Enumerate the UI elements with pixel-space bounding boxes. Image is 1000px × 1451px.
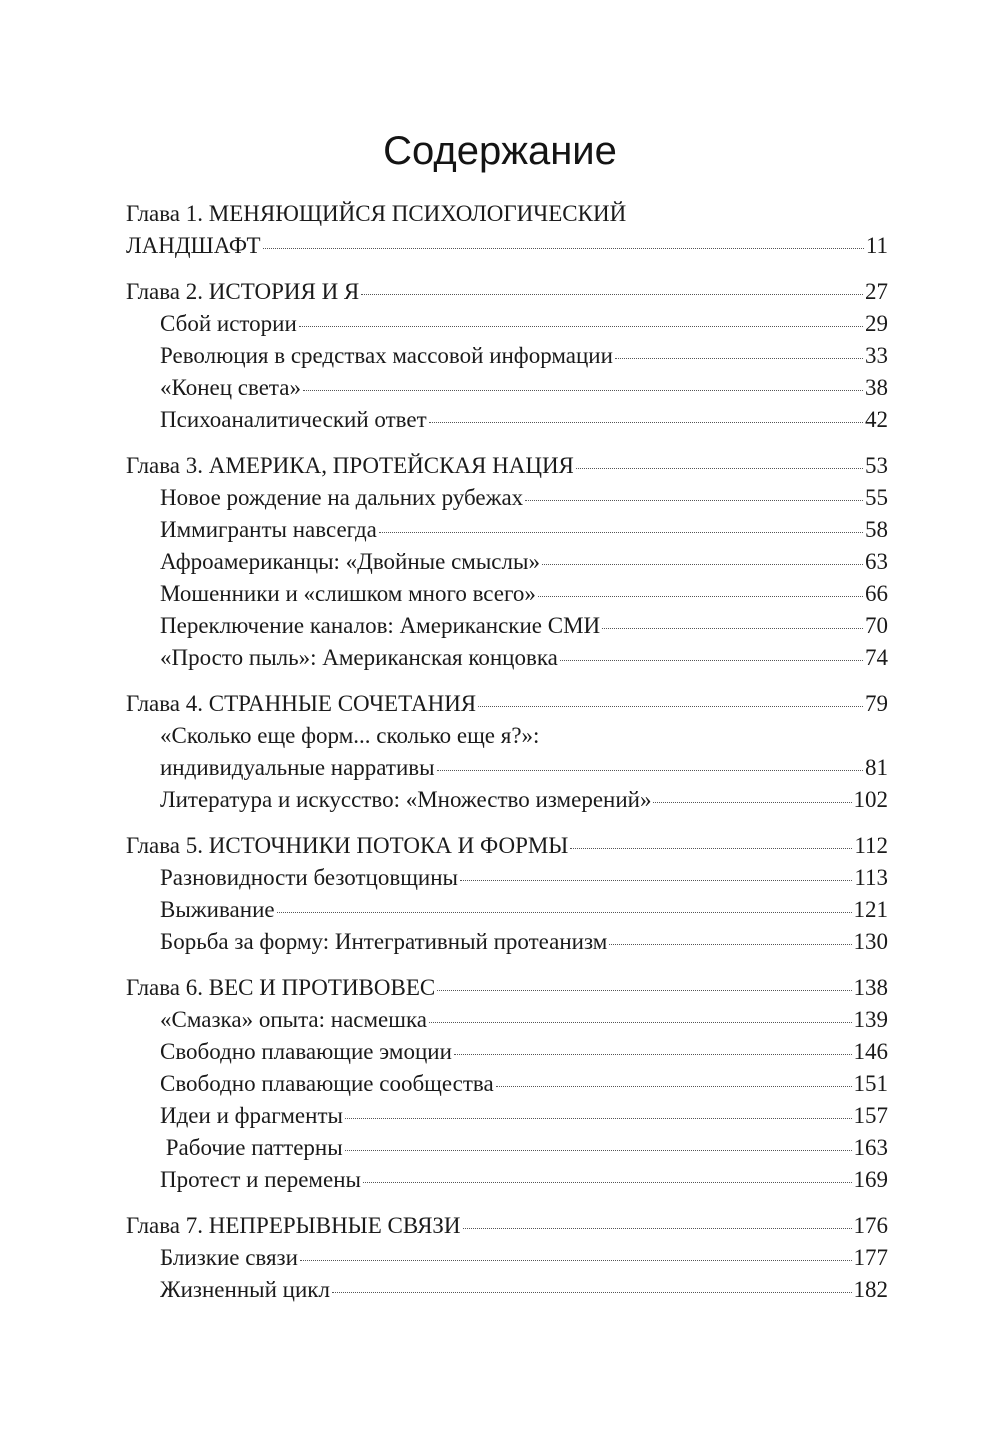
section-title: Разновидности безотцовщины [160,865,459,890]
section-entry[interactable] [126,514,888,546]
section-entry[interactable] [126,1164,888,1196]
section-page: 55 [865,485,888,510]
section-page: 157 [853,1103,888,1128]
section-entry[interactable] [126,1132,888,1164]
leader-dots [437,770,863,771]
section-title: Сбой истории [160,311,297,336]
chapter-1-entry[interactable] [126,230,888,262]
section-entry[interactable] [126,894,888,926]
chapter-7 [126,1210,888,1306]
section-entry[interactable] [126,578,888,610]
chapter-1-page: 11 [865,233,888,258]
leader-dots [300,1260,852,1261]
section-page: 58 [865,517,888,542]
section-entry[interactable] [126,610,888,642]
section-entry[interactable] [126,926,888,958]
section-title: Рабочие паттерны [160,1135,343,1160]
chapter-5 [126,830,888,958]
chapter-6 [126,972,888,1196]
section-page: 113 [854,865,888,890]
section-title: Новое рождение на дальних рубежах [160,485,524,510]
section-page: 38 [865,375,888,400]
section-title: «Конец света» [160,375,301,400]
section-title-line2: индивидуальные нарративы [160,755,435,780]
chapter-3-entry[interactable] [126,450,888,482]
leader-dots [263,248,864,249]
section-entry[interactable] [126,862,888,894]
chapter-1 [126,198,888,262]
chapter-2-title: Глава 2. ИСТОРИЯ И Я [126,279,360,304]
leader-dots [460,880,852,881]
section-entry[interactable] [126,482,888,514]
chapter-4-title: Глава 4. СТРАННЫЕ СОЧЕТАНИЯ [126,691,477,716]
section-title: Психоаналитический ответ [160,407,427,432]
section-entry[interactable] [126,1100,888,1132]
page-title: Содержание [383,129,617,173]
section-page: 70 [865,613,888,638]
leader-dots [379,532,863,533]
leader-dots [463,1228,852,1229]
chapter-7-entry[interactable] [126,1210,888,1242]
leader-dots [542,564,863,565]
section-entry[interactable] [126,1036,888,1068]
leader-dots [429,1022,852,1023]
section-page: 182 [853,1277,888,1302]
leader-dots [361,294,863,295]
section-page: 163 [853,1135,888,1160]
section-page: 121 [853,897,888,922]
section-entry[interactable] [126,752,888,784]
section-entry[interactable] [126,308,888,340]
chapter-4-entry[interactable] [126,688,888,720]
section-title: Борьба за форму: Интегративный протеанизм [160,929,608,954]
section-title: «Смазка» опыта: насмешка [160,1007,427,1032]
chapter-3 [126,450,888,674]
section-page: 151 [853,1071,888,1096]
leader-dots [576,468,863,469]
leader-dots [454,1054,852,1055]
leader-dots [570,848,852,849]
section-title: Близкие связи [160,1245,298,1270]
chapter-3-title: Глава 3. АМЕРИКА, ПРОТЕЙСКАЯ НАЦИЯ [126,453,574,478]
section-title: Афроамериканцы: «Двойные смыслы» [160,549,540,574]
section-entry[interactable] [126,404,888,436]
leader-dots [429,422,863,423]
leader-dots [332,1292,852,1293]
section-page: 63 [865,549,888,574]
section-page: 66 [865,581,888,606]
section-entry[interactable] [126,340,888,372]
section-page: 33 [865,343,888,368]
chapter-4-page: 79 [865,691,888,716]
section-title: Мошенники и «слишком много всего» [160,581,536,606]
leader-dots [299,326,863,327]
chapter-2-page: 27 [865,279,888,304]
section-page: 169 [853,1167,888,1192]
chapter-6-entry[interactable] [126,972,888,1004]
section-page: 130 [853,929,888,954]
section-title: Иммигранты навсегда [160,517,377,542]
section-title: Литература и искусство: «Множество измерений» [160,787,652,812]
section-entry[interactable] [126,1068,888,1100]
section-page: 74 [865,645,888,670]
leader-dots [303,390,863,391]
chapter-2 [126,276,888,436]
section-page: 146 [853,1039,888,1064]
table-of-contents [126,198,888,1320]
chapter-7-title: Глава 7. НЕПРЕРЫВНЫЕ СВЯЗИ [126,1213,461,1238]
chapter-6-title: Глава 6. ВЕС И ПРОТИВОВЕС [126,975,436,1000]
section-title: Жизненный цикл [160,1277,330,1302]
leader-dots [609,944,851,945]
section-entry[interactable] [126,1004,888,1036]
section-title: Свободно плавающие сообщества [160,1071,494,1096]
section-title-line1: «Сколько еще форм... сколько еще я?»: [160,723,540,748]
chapter-4 [126,688,888,816]
leader-dots [615,358,863,359]
leader-dots [363,1182,852,1183]
chapter-5-page: 112 [854,833,888,858]
chapter-1-title-line2: ЛАНДШАФТ [126,233,261,258]
section-entry[interactable] [126,372,888,404]
section-page: 102 [853,787,888,812]
section-page: 42 [865,407,888,432]
section-page: 81 [865,755,888,780]
chapter-6-page: 138 [853,975,888,1000]
chapter-5-title: Глава 5. ИСТОЧНИКИ ПОТОКА И ФОРМЫ [126,833,569,858]
section-page: 29 [865,311,888,336]
leader-dots [478,706,863,707]
chapter-7-page: 176 [853,1213,888,1238]
chapter-2-entry[interactable] [126,276,888,308]
section-entry[interactable] [126,1274,888,1306]
leader-dots [538,596,863,597]
section-title: Революция в средствах массовой информации [160,343,613,368]
section-title: Идеи и фрагменты [160,1103,343,1128]
leader-dots [345,1150,852,1151]
section-title: Свободно плавающие эмоции [160,1039,452,1064]
leader-dots [653,802,851,803]
section-entry[interactable] [126,784,888,816]
section-title: Выживание [160,897,275,922]
chapter-1-title-line1: Глава 1. МЕНЯЮЩИЙСЯ ПСИХОЛОГИЧЕСКИЙ [126,201,627,226]
section-entry[interactable] [126,1242,888,1274]
leader-dots [345,1118,852,1119]
section-page: 177 [853,1245,888,1270]
chapter-3-page: 53 [865,453,888,478]
leader-dots [437,990,851,991]
section-entry[interactable] [126,642,888,674]
leader-dots [602,628,863,629]
leader-dots [496,1086,852,1087]
section-title: Протест и перемены [160,1167,361,1192]
leader-dots [277,912,852,913]
leader-dots [560,660,863,661]
section-entry[interactable] [126,546,888,578]
section-page: 139 [853,1007,888,1032]
leader-dots [525,500,863,501]
section-title: «Просто пыль»: Американская концовка [160,645,558,670]
chapter-5-entry[interactable] [126,830,888,862]
section-title: Переключение каналов: Американские СМИ [160,613,601,638]
